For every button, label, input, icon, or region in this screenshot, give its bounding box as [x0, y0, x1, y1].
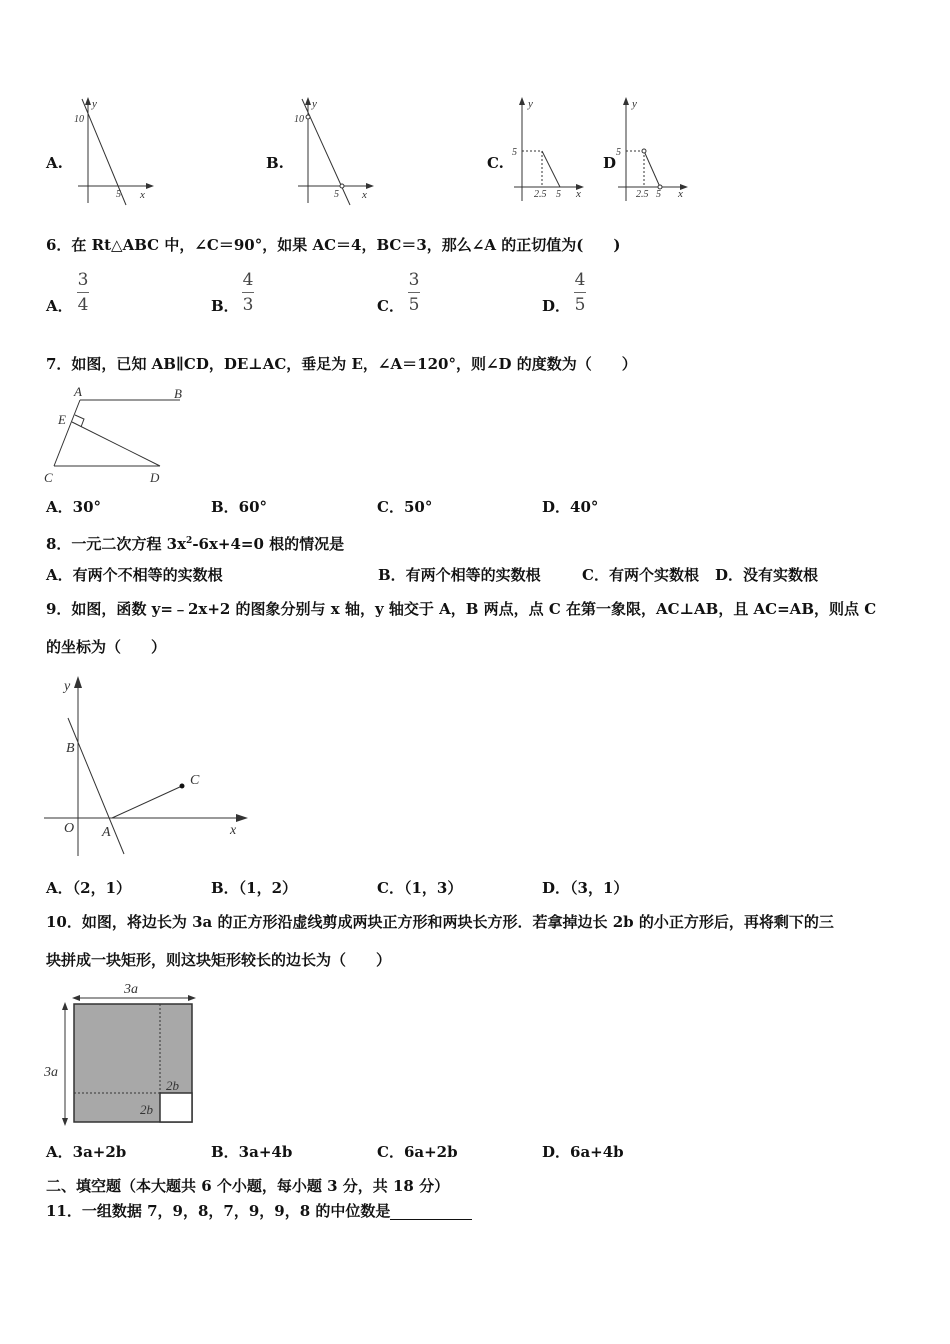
- q9-option-b: B．（1，2）: [211, 879, 298, 897]
- numerator: 3: [408, 270, 420, 290]
- q8-option-a: A．有两个不相等的实数根: [46, 566, 223, 584]
- q6-option-a-fraction: [76, 270, 90, 315]
- q7-option-d: D．40°: [542, 498, 599, 516]
- q10-stem-line2: 块拼成一块矩形，则这块矩形较长的边长为（ ）: [46, 951, 392, 969]
- q10-option-d: D．6a+4b: [542, 1143, 624, 1161]
- y-value-label: 5: [512, 147, 517, 158]
- top-side-label: 3a: [124, 982, 138, 997]
- x-intercept-label: 5: [116, 189, 121, 200]
- q9-option-c: C．（1，3）: [377, 879, 463, 897]
- point-e-label: E: [58, 412, 66, 427]
- q8-stem-post: -6x+4=0 根的情况是: [192, 535, 345, 553]
- x-tick-label: 2.5: [636, 189, 649, 200]
- q10-stem-line1: 10．如图，将边长为 3a 的正方形沿虚线剪成两块正方形和两块长方形．若拿掉边长 2b 的小正方形后，再将剩下的三: [46, 913, 834, 931]
- q7-stem: 7．如图，已知 AB∥CD，DE⊥AC，垂足为 E，∠A＝120°，则∠D 的度数为（ ）: [46, 355, 637, 373]
- q5-option-b-label: B.: [266, 154, 284, 172]
- origin-label: O: [64, 821, 75, 836]
- x-axis-label: x: [576, 188, 581, 200]
- q9-stem-line2: 的坐标为（ ）: [46, 638, 167, 656]
- point-b-label: B: [174, 386, 182, 401]
- y-axis-label: y: [632, 98, 637, 110]
- q7-figure: [40, 384, 200, 489]
- q11-stem: 11．一组数据 7，9，8，7，9，9，8 的中位数是: [46, 1202, 391, 1220]
- q7-option-b: B．60°: [211, 498, 268, 516]
- y-axis-label: y: [312, 98, 317, 110]
- q10-option-c: C．6a+2b: [377, 1143, 458, 1161]
- point-b-label: B: [66, 741, 75, 756]
- q6-option-b-label: B．: [211, 297, 239, 315]
- small-square-side-label: 2b: [166, 1078, 179, 1093]
- x-axis-label: x: [140, 189, 145, 201]
- point-a-label: A: [102, 825, 111, 840]
- q6-option-d-label: D．: [542, 297, 571, 315]
- x-intercept-label: 5: [334, 189, 339, 200]
- q11-answer-blank[interactable]: [390, 1205, 472, 1220]
- section-2-title: 二、填空题（本大题共 6 个小题，每小题 3 分，共 18 分）: [46, 1177, 450, 1195]
- y-axis-label: y: [528, 98, 533, 110]
- x-axis-label: x: [362, 189, 367, 201]
- point-d-label: D: [150, 470, 160, 485]
- small-square-side-label: 2b: [140, 1102, 153, 1117]
- q5-graph-a: [70, 95, 160, 205]
- q8-stem: [46, 532, 344, 553]
- left-side-label: 3a: [44, 1065, 58, 1080]
- q9-option-d: D．（3，1）: [542, 879, 629, 897]
- denominator: 5: [408, 295, 420, 315]
- y-axis-label: y: [64, 679, 71, 694]
- q9-stem-line1: 9．如图，函数 y=﹣2x+2 的图象分别与 x 轴，y 轴交于 A，B 两点，点 C 在第一象限，AC⊥AB，且 AC=AB，则点 C: [46, 600, 877, 618]
- q5-option-d-label: D: [603, 154, 617, 172]
- point-c-label: C: [44, 470, 53, 485]
- q5-graph-c: [510, 95, 590, 205]
- q8-option-d: D．没有实数根: [715, 566, 819, 584]
- q11: [46, 1202, 472, 1220]
- q6-option-d-fraction: [573, 270, 587, 315]
- denominator: 3: [242, 295, 254, 315]
- q8-exponent: 2: [186, 536, 193, 546]
- q10-option-a: A．3a+2b: [46, 1143, 127, 1161]
- numerator: 3: [77, 270, 89, 290]
- y-axis-label: y: [92, 98, 97, 110]
- q6-option-b-fraction: [241, 270, 255, 315]
- q9-figure: [44, 674, 254, 864]
- q9-option-a: A．（2，1）: [46, 879, 132, 897]
- numerator: 4: [574, 270, 586, 290]
- x-axis-label: x: [230, 823, 237, 838]
- q10-figure: [44, 980, 204, 1130]
- q7-option-c: C．50°: [377, 498, 433, 516]
- x-tick-label: 2.5: [534, 189, 547, 200]
- y-value-label: 5: [616, 147, 621, 158]
- denominator: 5: [574, 295, 586, 315]
- point-c-label: C: [190, 773, 200, 788]
- q5-graph-b: [290, 95, 380, 205]
- y-intercept-label: 10: [74, 114, 84, 125]
- q8-option-c: C．有两个实数根: [582, 566, 699, 584]
- numerator: 4: [242, 270, 254, 290]
- q10-option-b: B．3a+4b: [211, 1143, 293, 1161]
- denominator: 4: [77, 295, 89, 315]
- q8-option-b: B．有两个相等的实数根: [378, 566, 541, 584]
- x-tick-label: 5: [656, 189, 661, 200]
- q5-graph-d: [614, 95, 694, 205]
- q5-option-a-label: A.: [46, 154, 63, 172]
- y-intercept-label: 10: [294, 114, 304, 125]
- x-axis-label: x: [678, 188, 683, 200]
- q6-option-c-label: C．: [377, 297, 404, 315]
- x-tick-label: 5: [556, 189, 561, 200]
- q5-option-c-label: C.: [487, 154, 504, 172]
- point-a-label: A: [74, 384, 82, 399]
- q6-stem: 6．在 Rt△ABC 中，∠C＝90°，如果 AC＝4，BC＝3，那么∠A 的正切值为( ): [46, 236, 621, 254]
- q8-stem-pre: 8．一元二次方程 3x: [46, 535, 187, 553]
- q6-option-a-label: A．: [46, 297, 73, 315]
- q6-option-c-fraction: [407, 270, 421, 315]
- q7-option-a: A．30°: [46, 498, 102, 516]
